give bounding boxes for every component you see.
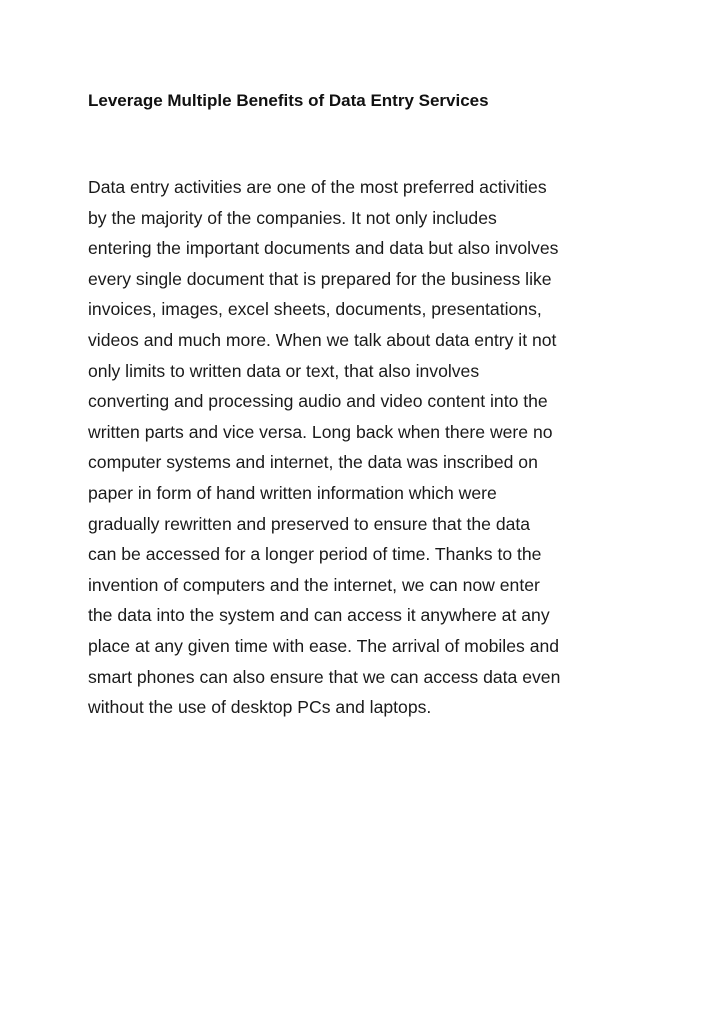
body-line: computer systems and internet, the data was inscribed on [88,452,538,473]
body-line: written parts and vice versa. Long back when there were no [88,421,553,442]
document-title: Leverage Multiple Benefits of Data Entry Services [88,91,489,110]
body-line: by the majority of the companies. It not only includes [88,207,497,228]
body-line: gradually rewritten and preserved to ensure that the data [88,513,531,534]
body-line: invoices, images, excel sheets, documents, presentations, [88,299,542,320]
body-line: only limits to written data or text, that also involves [88,360,480,381]
body-line: smart phones can also ensure that we can access data even [88,666,561,687]
body-line: converting and processing audio and video content into the [88,391,548,412]
body-line: place at any given time with ease. The arrival of mobiles and [88,635,560,656]
body-line: Data entry activities are one of the most preferred activities [88,177,547,197]
body-line: paper in form of hand written information which were [88,482,497,503]
body-line: the data into the system and can access it anywhere at any [88,605,550,626]
body-line: without the use of desktop PCs and laptops. [88,697,432,718]
body-line: every single document that is prepared for the business like [88,268,552,289]
body-line: can be accessed for a longer period of time. Thanks to the [88,544,542,565]
document-body [88,172,640,723]
body-line: videos and much more. When we talk about data entry it not [88,329,557,350]
body-line: invention of computers and the internet, we can now enter [88,574,540,595]
body-line: entering the important documents and data but also involves [88,238,559,259]
